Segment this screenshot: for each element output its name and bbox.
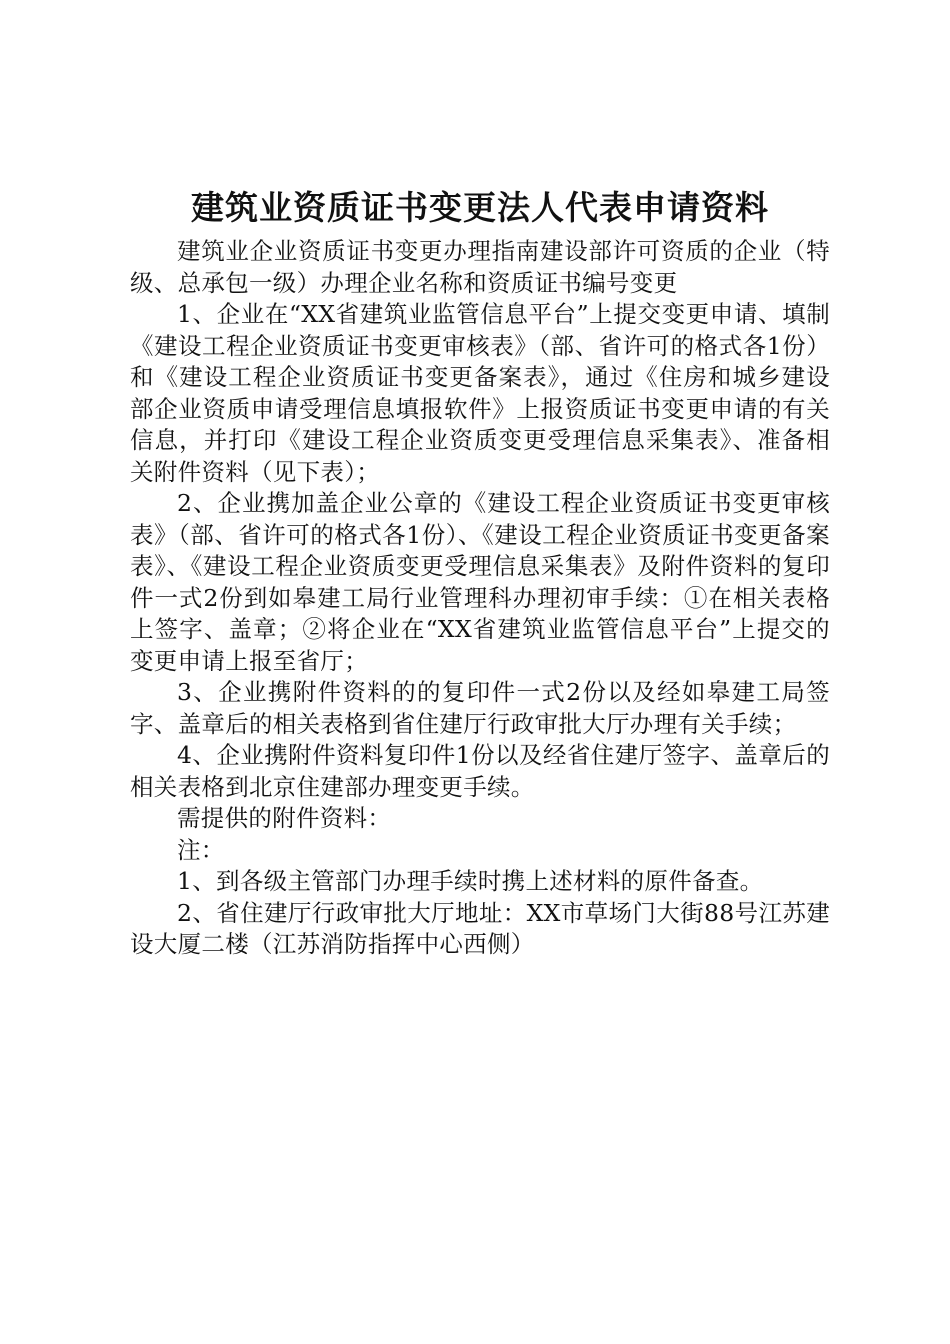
paragraph-note-heading: 注：	[177, 835, 225, 864]
paragraph-note-1: 1、到各级主管部门办理手续时携上述材料的原件备查。	[177, 867, 764, 895]
paragraph-step-4: 4、企业携附件资料复印件1份以及经省住建厅签字、盖章后的相关表格到北京住建部办理变更手续。	[130, 741, 830, 801]
paragraph-intro: 建筑业企业资质证书变更办理指南建设部许可资质的企业（特级、总承包一级）办理企业名称和资质证书编号变更	[130, 237, 830, 297]
paragraph-step-2: 2、企业携加盖企业公章的《建设工程企业资质证书变更审核表》（部、省许可的格式各1份）、《建设工程企业资质证书变更备案表》、《建设工程企业资质变更受理信息采集表》及附件资料的复印件一式2份到如皋建工局行业管理科办理初审手续：①在相关表格上签字、盖章；②将企业在“XX省建筑业监管信息平台”上提交的变更申请上报至省厅；	[130, 489, 830, 675]
paragraph-step-3: 3、企业携附件资料的的复印件一式2份以及经如皋建工局签字、盖章后的相关表格到省住建厅行政审批大厅办理有关手续；	[130, 678, 830, 738]
paragraph-step-1: 1、企业在“XX省建筑业监管信息平台”上提交变更申请、填制《建设工程企业资质证书变更审核表》（部、省许可的格式各1份）和《建设工程企业资质证书变更备案表》，通过《住房和城乡建设部企业资质申请受理信息填报软件》上报资质证书变更申请的有关信息，并打印《建设工程企业资质变更受理信息采集表》、准备相关附件资料（见下表）；	[130, 300, 830, 486]
document-page	[130, 180, 830, 961]
paragraph-note-2: 2、省住建厅行政审批大厅地址：XX市草场门大街88号江苏建设大厦二楼（江苏消防指挥中心西侧）	[130, 898, 830, 958]
paragraph-attachments-heading: 需提供的附件资料：	[177, 804, 392, 832]
document-title: 建筑业资质证书变更法人代表申请资料	[191, 188, 769, 227]
